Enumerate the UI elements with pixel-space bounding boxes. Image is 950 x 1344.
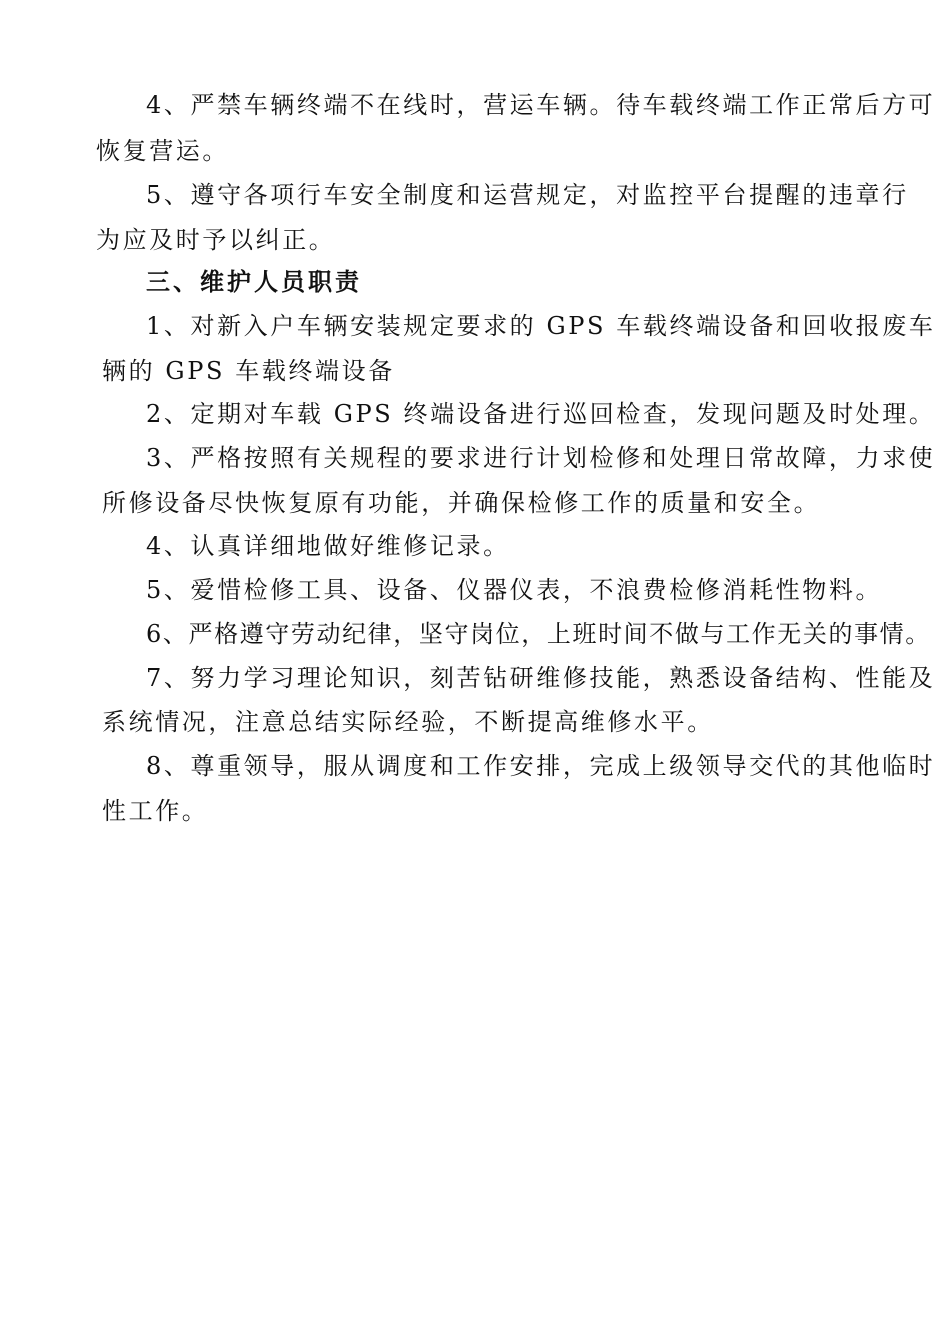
paragraph-line: 系统情况，注意总结实际经验，不断提高维修水平。 (102, 708, 714, 736)
paragraph-line: 5、爱惜检修工具、设备、仪器仪表，不浪费检修消耗性物料。 (146, 576, 883, 604)
paragraph-line: 恢复营运。 (96, 137, 229, 165)
paragraph-line: 6、严格遵守劳动纪律，坚守岗位，上班时间不做与工作无关的事情。 (146, 620, 931, 648)
paragraph-line: 所修设备尽快恢复原有功能，并确保检修工作的质量和安全。 (102, 489, 821, 517)
paragraph-line: 7、努力学习理论知识，刻苦钻研维修技能，熟悉设备结构、性能及 (146, 664, 936, 692)
section-heading: 三、维护人员职责 (146, 267, 362, 296)
paragraph-line: 8、尊重领导，服从调度和工作安排，完成上级领导交代的其他临时 (146, 752, 936, 780)
paragraph-line: 4、严禁车辆终端不在线时，营运车辆。待车载终端工作正常后方可 (146, 91, 936, 119)
paragraph-line: 为应及时予以纠正。 (96, 226, 336, 254)
paragraph-line: 5、遵守各项行车安全制度和运营规定，对监控平台提醒的违章行 (146, 181, 909, 209)
paragraph-line: 辆的 GPS 车载终端设备 (102, 357, 395, 385)
paragraph-line: 2、定期对车载 GPS 终端设备进行巡回检查，发现问题及时处理。 (146, 400, 936, 428)
paragraph-line: 性工作。 (102, 797, 209, 825)
paragraph-line: 3、严格按照有关规程的要求进行计划检修和处理日常故障，力求使 (146, 444, 936, 472)
paragraph-line: 4、认真详细地做好维修记录。 (146, 532, 510, 560)
paragraph-line: 1、对新入户车辆安装规定要求的 GPS 车载终端设备和回收报废车 (146, 312, 936, 340)
